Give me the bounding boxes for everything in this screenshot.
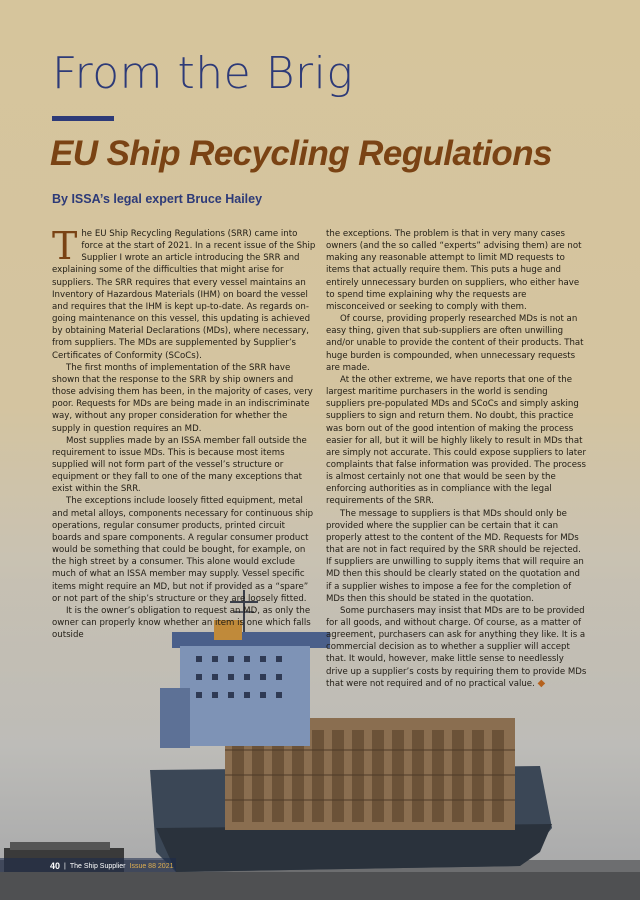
article-byline: By ISSA’s legal expert Bruce Hailey <box>52 192 263 206</box>
article-column-right <box>326 228 588 690</box>
paragraph-text: Some purchasers may insist that MDs are to be provided for all goods, and without charge. Of course, as a matter of agreement, purchasers can ask for anything they like. It is a commercial decision as to whether a supplier will accept that. It would, however, make little sense to needlessly drive up a supplier’s costs by requiring them to provide MDs that were not required and of no practical value. <box>326 605 587 689</box>
article-title: EU Ship Recycling Regulations <box>50 134 552 173</box>
page-footer <box>50 861 173 871</box>
article-paragraph: The message to suppliers is that MDs should only be provided where the supplier can be certain that it can properly attest to the content of the MD. Requests for MDs that are not in fact required by the SRR should be rejected. If suppliers are unwilling to supply items that will require an MD then this should be clearly stated on the quotation and if a supplier wishes to impose a fee for the completion of MDs then this should be stated in the quotation. <box>326 508 584 604</box>
article-paragraph: At the other extreme, we have reports that one of the largest maritime purchasers in the world is sending suppliers pre-populated MDs and SCoCs and simply asking suppliers to sign and return them. No doubt, this practice was born out of the good intention of making the process easier for all, but it will be highly likely to result in MDs that are simply not accurate. This could expose suppliers to later complaints that false information was provided. The process is almost certainly not one that would be seen by the enforcing authorities as in compliance with the legal requirements of the SRR. <box>326 374 586 507</box>
article-paragraph: Most supplies made by an ISSA member fall outside the requirement to issue MDs. This is because most items supplied will not form part of the vessel’s structure or equipment or they fall to one of the many exceptions that exist within the SRR. <box>52 435 307 495</box>
page-number: 40 <box>50 861 61 871</box>
article-column-left <box>52 224 316 641</box>
article-paragraph: Of course, providing properly researched MDs is not an easy thing, given that sub-suppliers are often unwilling and/or unable to provide the content of their products. That huge burden is compounded, when unnecessary requests are made. <box>326 314 584 373</box>
article-paragraph <box>52 224 316 362</box>
article-paragraph: the exceptions. The problem is that in very many cases owners (and the so called “experts” advising them) are not making any reasonable attempt to limit MD requests to items that actually require them. This puts a huge and entirely unnecessary burden on suppliers, who either have to spend time explaining why the requests are misconceived or seeking to comply with them. <box>326 229 582 312</box>
publication-name: The Ship Supplier <box>69 862 126 870</box>
issue-label: Issue 88 2021 <box>129 862 174 870</box>
article-paragraph: The exceptions include loosely fitted equipment, metal and metal alloys, components necessary for continuous ship operations, regular consumer products, printed circuit boards and spare components. A regular consumer product would be something that could be bought, for example, on the high street by a consumer. This alone would exclude much of what an ISSA member may supply. Vessel specific items might require an MD, but not if provided as a “spare” or not part of the ship’s structure or they are loosely fitted. <box>52 496 314 604</box>
end-of-article-icon: ◆ <box>537 677 546 689</box>
drop-cap: T <box>52 224 78 268</box>
article-paragraph: The first months of implementation of the SRR have shown that the response to the SRR by ship owners and those advising them has been, in the majority of cases, very poor. Requests for MDs are being made in an indiscriminate way, without any proper consideration for whether the supply in question requires an MD. <box>52 362 313 434</box>
section-masthead: From the Brig <box>52 48 354 99</box>
masthead-rule <box>52 116 114 121</box>
footer-separator: | <box>64 862 66 870</box>
article-paragraph <box>326 605 588 690</box>
paragraph-text: he EU Ship Recycling Regulations (SRR) came into force at the start of 2021. In a recent issue of the Ship Supplier I wrote an article introducing the SRR and explaining some of the difficulties that might arise for suppliers. The SRR requires that every vessel maintains an Inventory of Hazardous Materials (IHM) on board the vessel and requires that the IHM is kept up-to-date. As regards on-going maintenance on this vessel, this updating is achieved by obtaining Material Declarations (MDs), where necessary, from suppliers. The MDs are supplemented by Supplier’s Certificates of Conformity (SCoCs). <box>52 229 316 361</box>
article-paragraph: It is the owner’s obligation to request an MD, as only the owner can properly know whether an item is one which falls outside <box>52 605 311 641</box>
